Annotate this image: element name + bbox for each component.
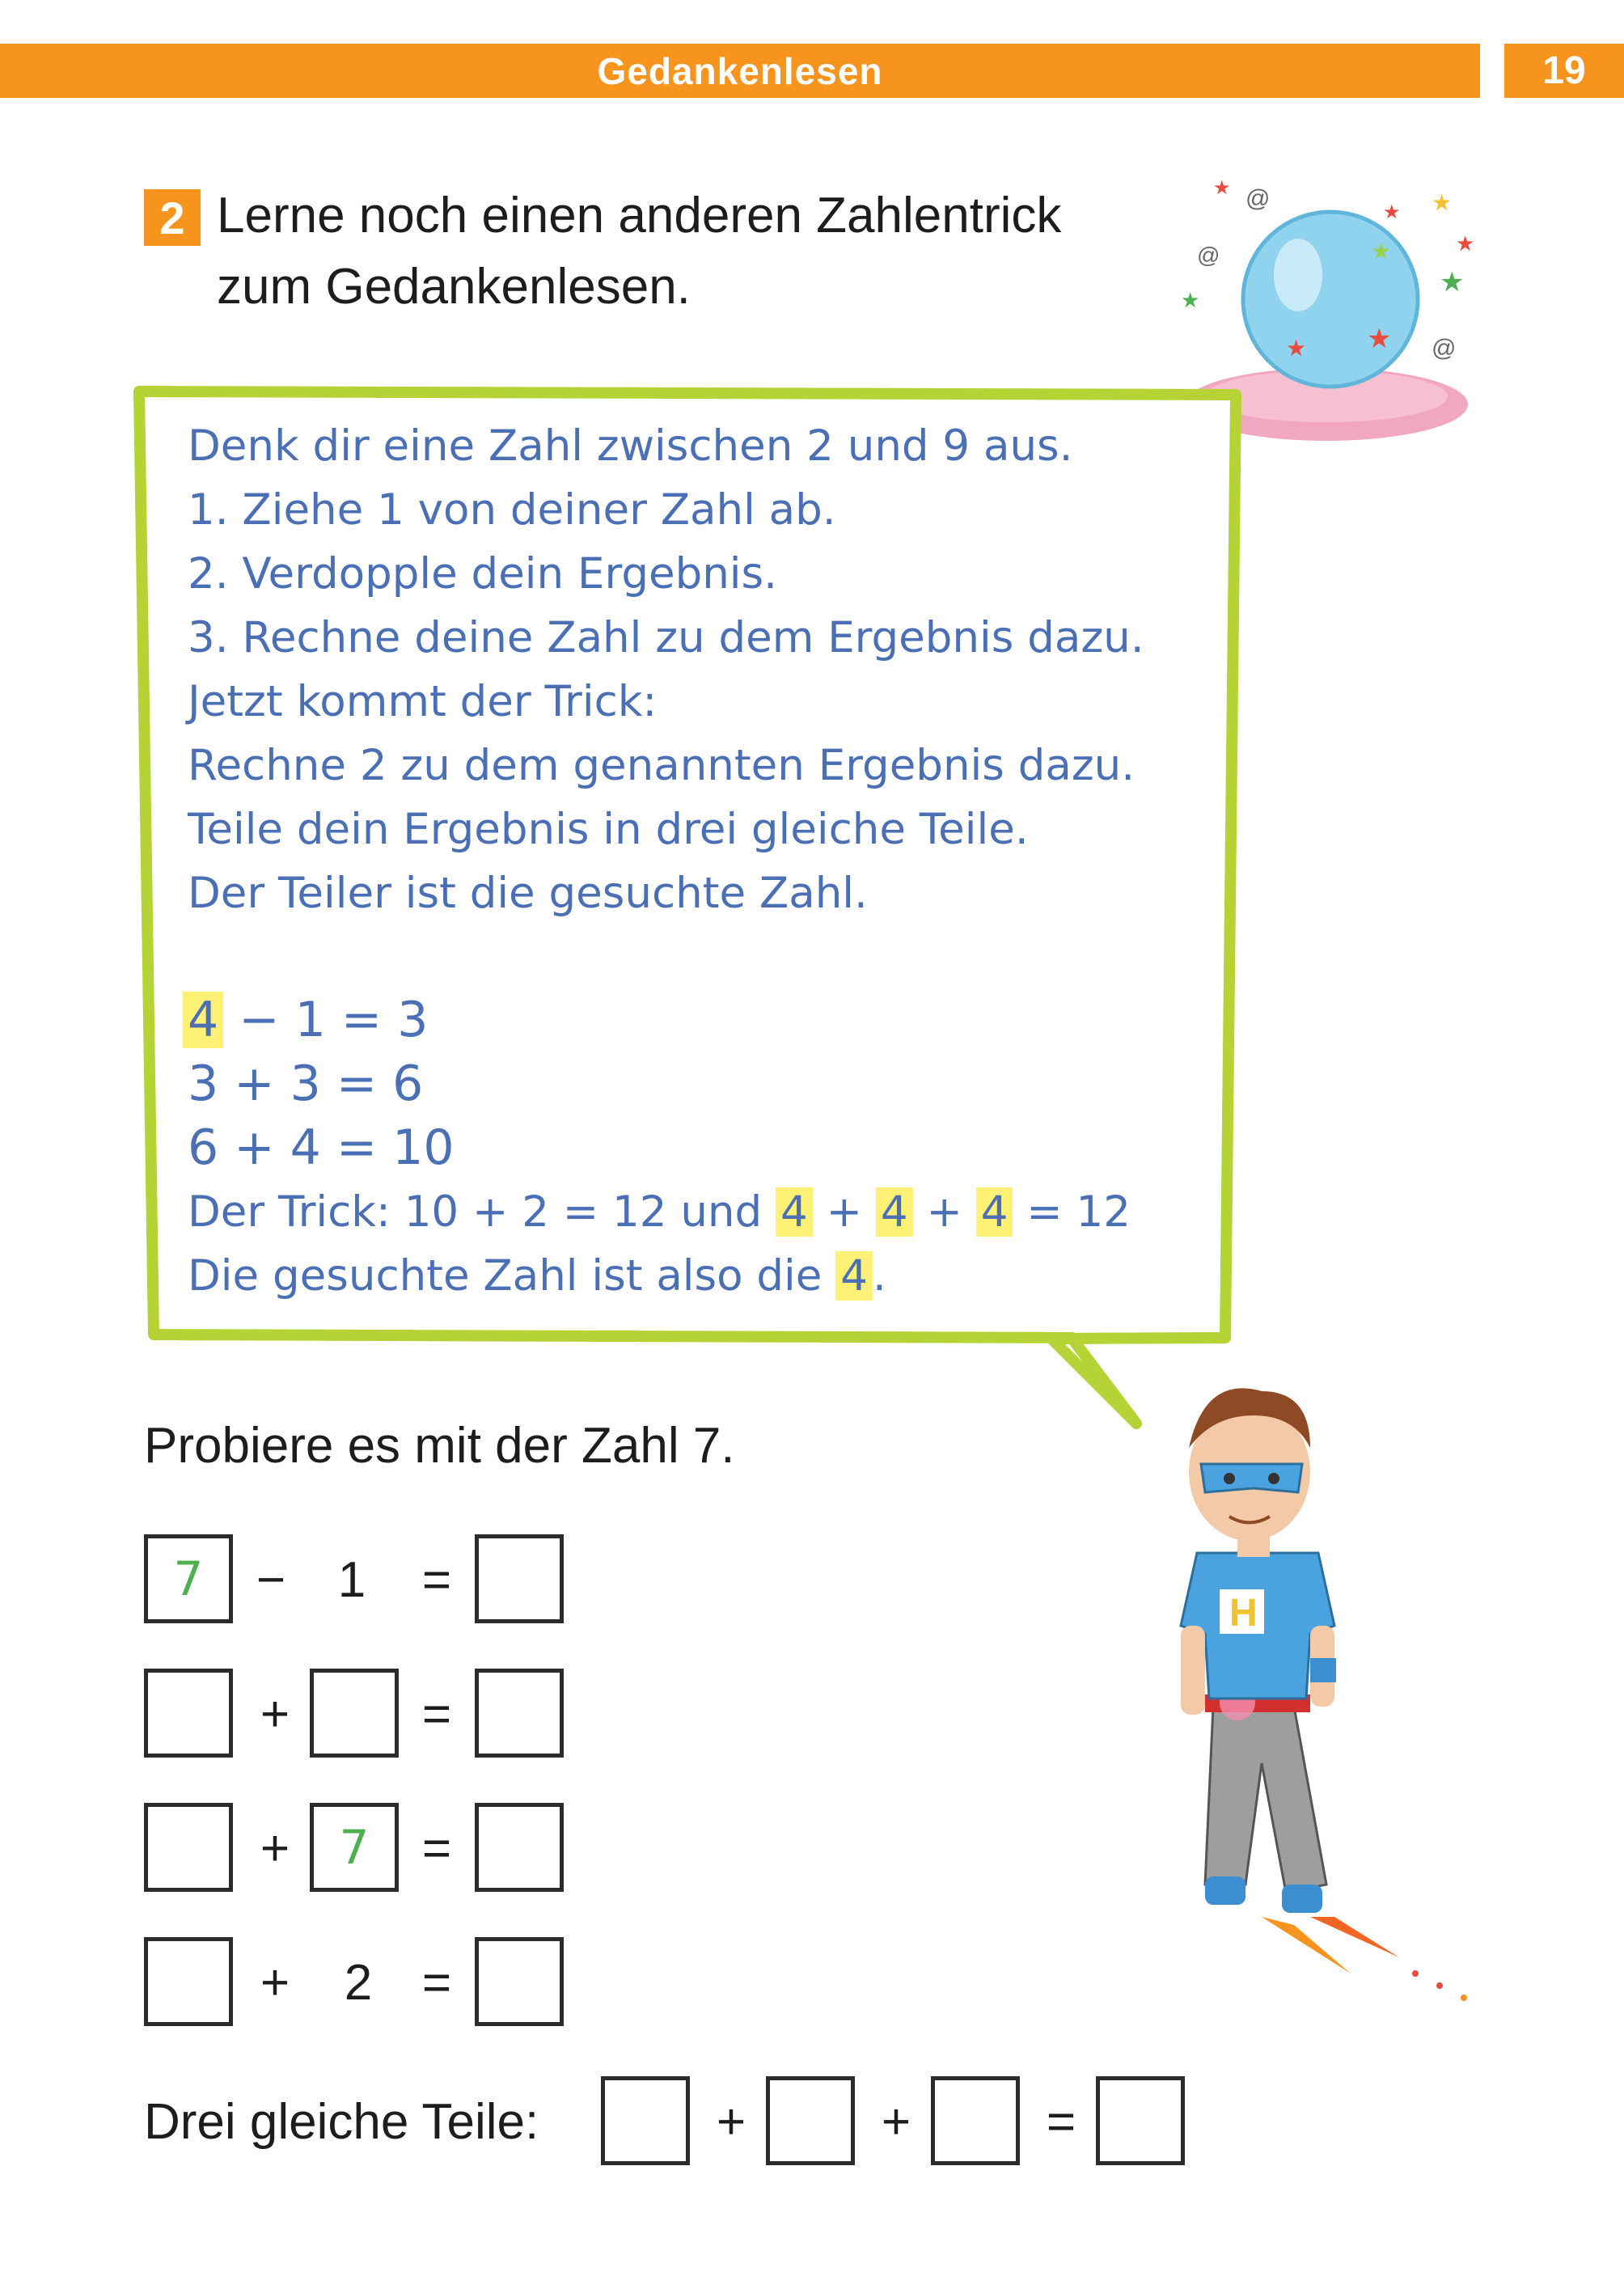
answer-box[interactable] bbox=[1096, 2076, 1185, 2165]
example-line-5: Die gesuchte Zahl ist also die 4 . bbox=[188, 1251, 886, 1301]
number-1: 1 bbox=[337, 1552, 366, 1608]
star-icon: ★ bbox=[1213, 177, 1231, 199]
answer-box[interactable] bbox=[766, 2076, 855, 2165]
star-icon: ★ bbox=[1181, 288, 1200, 312]
operator-plus: + bbox=[260, 1686, 290, 1742]
number-2: 2 bbox=[344, 1955, 373, 2011]
task-title-line-2: zum Gedankenlesen. bbox=[217, 259, 691, 315]
star-icon: ★ bbox=[1440, 267, 1465, 298]
left-shoe bbox=[1205, 1876, 1245, 1905]
equals-sign: = bbox=[1046, 2094, 1076, 2150]
answer-box[interactable] bbox=[601, 2076, 690, 2165]
swirl-icon: @ bbox=[1432, 335, 1457, 362]
instruction-line: Jetzt kommt der Trick: bbox=[188, 677, 658, 726]
answer-box[interactable] bbox=[144, 1937, 233, 2026]
trousers bbox=[1205, 1707, 1326, 1893]
instruction-line: 1. Ziehe 1 von deiner Zahl ab. bbox=[188, 485, 836, 535]
task-title-line-1: Lerne noch einen anderen Zahlentrick bbox=[217, 188, 1062, 243]
equals-sign: = bbox=[421, 1552, 452, 1608]
task-number: 2 bbox=[144, 189, 201, 246]
example-line-4: Der Trick: 10 + 2 = 12 und 4 + 4 + 4 = 12 bbox=[188, 1187, 1131, 1237]
instruction-line: Denk dir eine Zahl zwischen 2 und 9 aus. bbox=[188, 421, 1073, 471]
instruction-line: Der Teiler ist die gesuchte Zahl. bbox=[188, 869, 868, 918]
star-icon: ★ bbox=[1432, 190, 1453, 215]
answer-box[interactable] bbox=[144, 1669, 233, 1758]
equals-sign: = bbox=[421, 1821, 452, 1876]
answer-box[interactable] bbox=[931, 2076, 1020, 2165]
operator-minus: − bbox=[256, 1552, 286, 1608]
operator-plus: + bbox=[260, 1955, 290, 2011]
exercise-prompt: Probiere es mit der Zahl 7. bbox=[144, 1418, 735, 1474]
page-number: 19 bbox=[1504, 44, 1624, 98]
rocket-flames bbox=[1262, 1917, 1467, 2001]
answer-box[interactable] bbox=[144, 1803, 233, 1892]
answer-box[interactable] bbox=[475, 1937, 564, 2026]
instruction-line: 3. Rechne deine Zahl zu dem Ergebnis dazu. bbox=[188, 613, 1144, 662]
example-line-2: 3 + 3 = 6 bbox=[188, 1056, 424, 1112]
answer-box[interactable] bbox=[475, 1534, 564, 1623]
highlighted-number: 4 bbox=[776, 1187, 813, 1237]
highlighted-number: 4 bbox=[976, 1187, 1013, 1237]
star-icon: ★ bbox=[1371, 239, 1392, 264]
instruction-line: 2. Verdopple dein Ergebnis. bbox=[188, 549, 777, 599]
swirl-icon: @ bbox=[1197, 243, 1220, 268]
operator-plus: + bbox=[881, 2094, 911, 2150]
header-title: Gedankenlesen bbox=[597, 49, 883, 92]
operator-plus: + bbox=[716, 2094, 746, 2150]
example-line-1: 4 − 1 = 3 bbox=[183, 988, 428, 1052]
answer-box[interactable] bbox=[310, 1669, 399, 1758]
star-icon: ★ bbox=[1286, 336, 1307, 361]
highlighted-number: 4 bbox=[183, 992, 223, 1048]
equals-sign: = bbox=[421, 1686, 452, 1742]
superhero-boy-illustration bbox=[1108, 1359, 1529, 2022]
answer-box[interactable] bbox=[475, 1669, 564, 1758]
answer-box[interactable] bbox=[475, 1803, 564, 1892]
swirl-icon: @ bbox=[1245, 185, 1271, 212]
instruction-line: Rechne 2 zu dem genannten Ergebnis dazu. bbox=[188, 741, 1136, 790]
highlighted-number: 4 bbox=[876, 1187, 913, 1237]
instruction-line: Teile dein Ergebnis in drei gleiche Teile. bbox=[188, 805, 1029, 854]
mask bbox=[1201, 1464, 1302, 1492]
shirt-logo-h: H bbox=[1229, 1592, 1258, 1635]
three-parts-label: Drei gleiche Teile: bbox=[144, 2094, 539, 2150]
right-shoe bbox=[1282, 1885, 1322, 1913]
highlighted-number: 4 bbox=[835, 1251, 873, 1301]
answer-box[interactable]: 7 bbox=[310, 1803, 399, 1892]
equals-sign: = bbox=[421, 1955, 452, 2011]
star-icon: ★ bbox=[1456, 231, 1475, 256]
example-line-3: 6 + 4 = 10 bbox=[188, 1119, 455, 1176]
wristband bbox=[1310, 1658, 1336, 1682]
star-icon: ★ bbox=[1383, 201, 1401, 223]
operator-plus: + bbox=[260, 1821, 290, 1876]
answer-box[interactable]: 7 bbox=[144, 1534, 233, 1623]
star-icon: ★ bbox=[1367, 324, 1392, 354]
left-arm bbox=[1181, 1626, 1205, 1715]
